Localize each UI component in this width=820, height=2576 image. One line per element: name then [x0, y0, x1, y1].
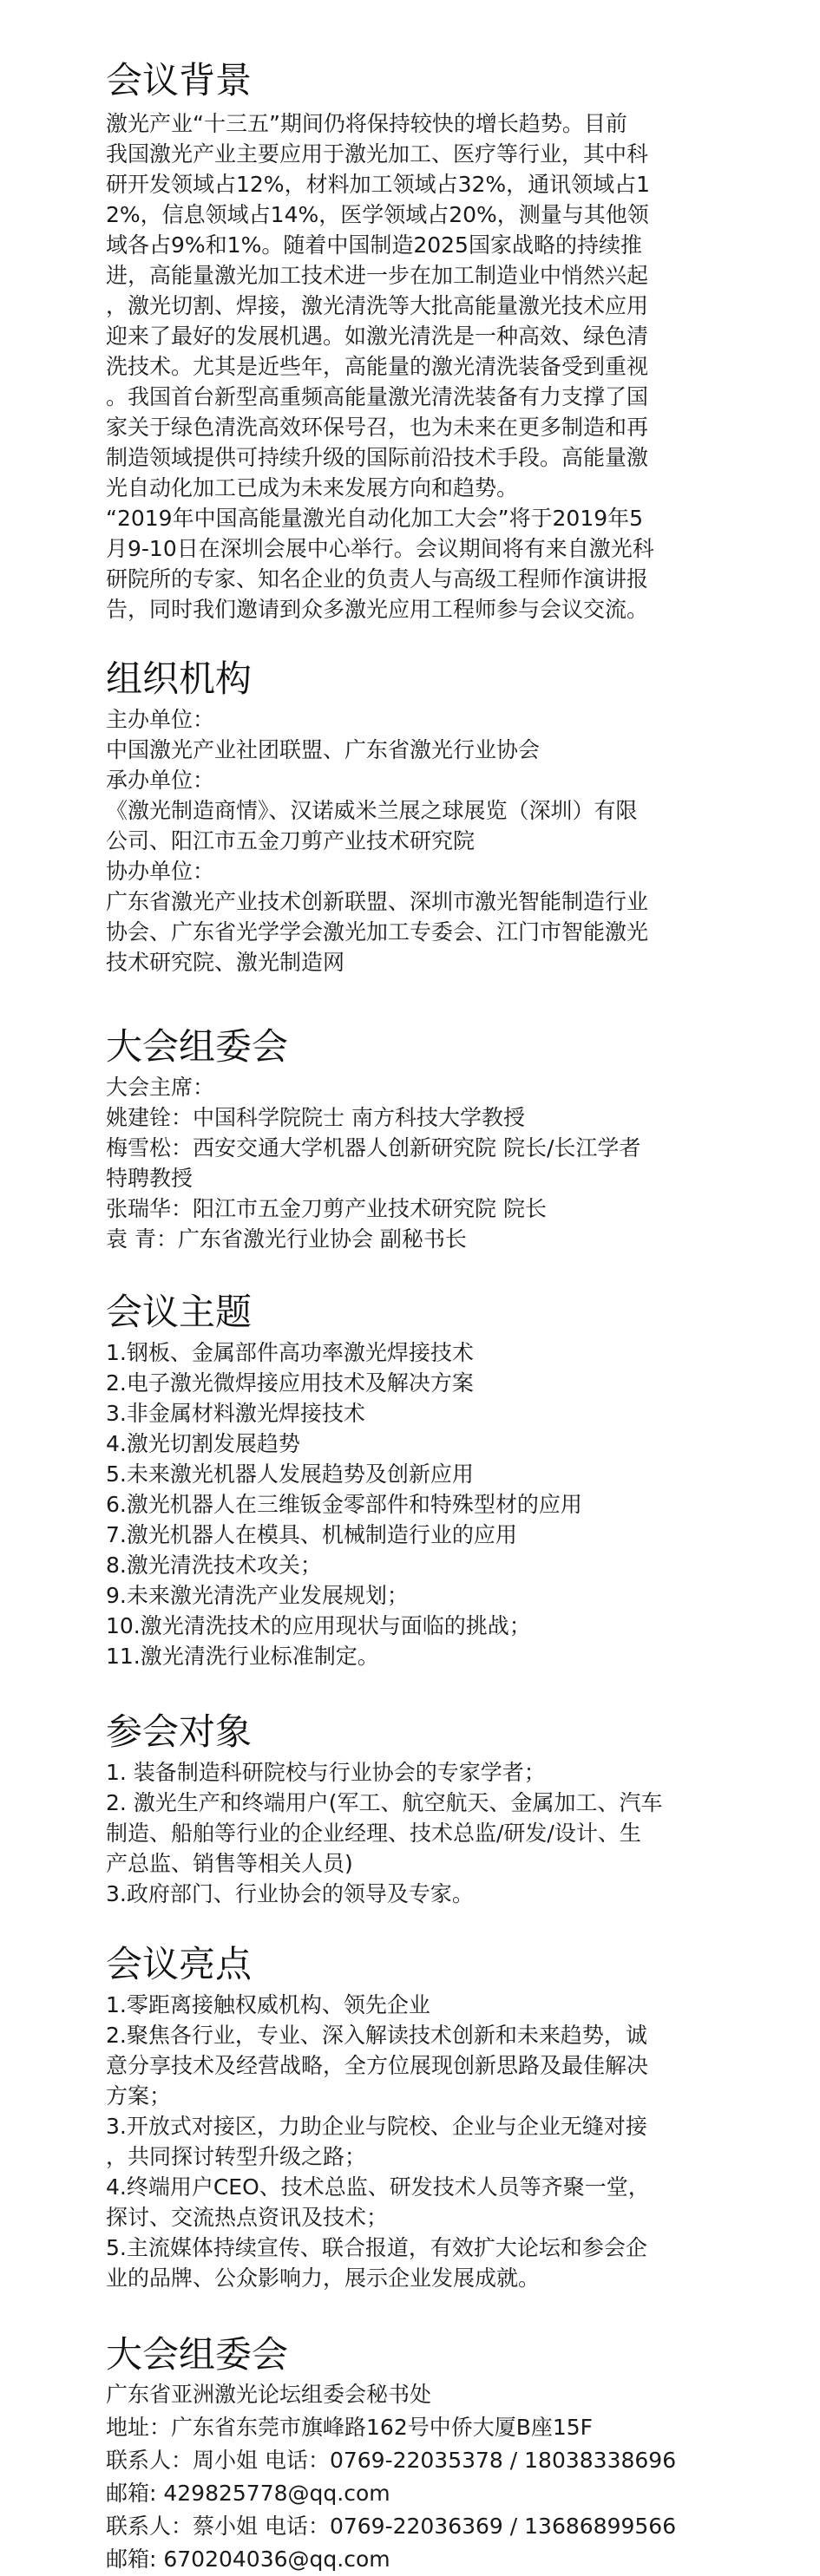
list-item: 8.激光清洗技术攻关； [106, 1553, 322, 1578]
section-background [106, 59, 748, 624]
paragraph-line: 协办单位： [106, 859, 215, 884]
paragraph-line: 我国激光产业主要应用于激光加工、医疗等行业，其中科 [106, 141, 649, 167]
contact-email: 邮箱: 670204036@qq.com [106, 2547, 390, 2572]
section-body [106, 1072, 748, 1254]
section-heading: 会议亮点 [106, 1943, 253, 1985]
paragraph-line: 中国激光产业社团联盟、广东省激光行业协会 [106, 737, 541, 762]
paragraph-line: 洗技术。尤其是近些年，高能量的激光清洗装备受到重视 [106, 354, 649, 379]
list-item: ，共同探讨转型升级之路； [106, 2144, 367, 2169]
paragraph-line: 承办单位： [106, 768, 215, 793]
section-heading: 会议背景 [106, 59, 253, 101]
section-body [106, 1990, 748, 2293]
contact-person: 联系人：周小姐 电话：0769-22035378 / 18038338696 [106, 2448, 677, 2473]
paragraph-line: 特聘教授 [106, 1166, 194, 1191]
list-item: 2.电子激光微焊接应用技术及解决方案 [106, 1370, 474, 1396]
paragraph-line: 张瑞华：阳江市五金刀剪产业技术研究院 院长 [106, 1196, 547, 1221]
list-item: 制造、船舶等行业的企业经理、技术总监/研发/设计、生 [106, 1821, 641, 1846]
list-item: 3.开放式对接区，力助企业与院校、企业与企业无缝对接 [106, 2114, 647, 2139]
paragraph-line: 进，高能量激光加工技术进一步在加工制造业中悄然兴起 [106, 263, 649, 288]
section-body [106, 108, 748, 624]
list-item: 4.终端用户CEO、技术总监、研发技术人员等齐聚一堂， [106, 2174, 650, 2200]
paragraph-line: 制造领域提供可持续升级的国际前沿技术手段。高能量激 [106, 445, 649, 470]
list-item: 2. 激光生产和终端用户(军工、航空航天、金属加工、汽车 [106, 1790, 663, 1815]
list-item: 10.激光清洗技术的应用现状与面临的挑战； [106, 1613, 531, 1638]
paragraph-line: 《激光制造商情》、汉诺威米兰展之球展览（深圳）有限 [106, 798, 638, 823]
section-body [106, 704, 748, 977]
section-topics [106, 1291, 748, 1671]
section-contact [106, 2333, 748, 2576]
paragraph-line: 告，同时我们邀请到众多激光应用工程师参与会议交流。 [106, 597, 649, 622]
contact-person: 联系人：蔡小姐 电话：0769-22036369 / 13686899566 [106, 2514, 677, 2539]
paragraph-line: 广东省激光产业技术创新联盟、深圳市激光智能制造行业 [106, 889, 649, 914]
paragraph-line: 。我国首台新型高重频高能量激光清洗装备有力支撑了国 [106, 384, 649, 409]
paragraph-line: 研院所的专家、知名企业的负责人与高级工程师作演讲报 [106, 566, 649, 592]
paragraph-line: 迎来了最好的发展机遇。如激光清洗是一种高效、绿色清 [106, 324, 649, 349]
section-heading: 大会组委会 [106, 2333, 289, 2376]
paragraph-line: “2019年中国高能量激光自动化加工大会”将于2019年5 [106, 506, 644, 531]
list-item: 方案； [106, 2083, 172, 2109]
paragraph-line: 家关于绿色清洗高效环保号召，也为未来在更多制造和再 [106, 415, 649, 440]
section-body [106, 1757, 748, 1909]
section-heading: 会议主题 [106, 1291, 253, 1333]
list-item: 意分享技术及经营战略，全方位展现创新思路及最佳解决 [106, 2053, 649, 2078]
list-item: 4.激光切割发展趋势 [106, 1431, 300, 1456]
section-body [106, 1337, 748, 1671]
section-highlights [106, 1943, 748, 2293]
list-item: 9.未来激光清洗产业发展规划； [106, 1583, 409, 1608]
section-committee [106, 1025, 748, 1254]
paragraph-line: 袁 青：广东省激光行业协会 副秘书长 [106, 1226, 467, 1252]
list-item: 3.政府部门、行业协会的领导及专家。 [106, 1881, 474, 1906]
section-heading: 参会对象 [106, 1710, 253, 1753]
list-item: 11.激光清洗行业标准制定。 [106, 1644, 379, 1669]
paragraph-line: ，激光切割、焊接，激光清洗等大批高能量激光技术应用 [106, 293, 649, 318]
list-item: 业的品牌、公众影响力，展示企业发展成就。 [106, 2265, 541, 2291]
paragraph-line: 协会、广东省光学学会激光加工专委会、江门市智能激光 [106, 919, 649, 945]
paragraph-line: 技术研究院、激光制造网 [106, 950, 345, 975]
paragraph-line: 域各占9%和1%。随着中国制造2025国家战略的持续推 [106, 232, 642, 258]
contact-org: 广东省亚洲激光论坛组委会秘书处 [106, 2382, 432, 2407]
paragraph-line: 月9-10日在深圳会展中心举行。会议期间将有来自激光科 [106, 536, 654, 561]
list-item: 1.钢板、金属部件高功率激光焊接技术 [106, 1340, 474, 1365]
list-item: 探讨、交流热点资讯及技术； [106, 2205, 389, 2230]
paragraph-line: 姚建铨：中国科学院院士 南方科技大学教授 [106, 1105, 525, 1130]
contact-email: 邮箱: 429825778@qq.com [106, 2481, 390, 2506]
list-item: 产总监、销售等相关人员) [106, 1851, 353, 1876]
list-item: 2.聚焦各行业，专业、深入解读技术创新和未来趋势，诚 [106, 2023, 647, 2048]
paragraph-line: 梅雪松：西安交通大学机器人创新研究院 院长/长江学者 [106, 1135, 641, 1161]
section-heading: 组织机构 [106, 657, 253, 700]
paragraph-line: 激光产业“十三五”期间仍将保持较快的增长趋势。目前 [106, 111, 627, 136]
list-item: 5.未来激光机器人发展趋势及创新应用 [106, 1461, 474, 1487]
contact-address: 地址：广东省东莞市旗峰路162号中侨大厦B座15F [106, 2415, 594, 2440]
list-item: 5.主流媒体持续宣传、联合报道，有效扩大论坛和参会企 [106, 2235, 647, 2260]
list-item: 7.激光机器人在模具、机械制造行业的应用 [106, 1522, 517, 1547]
paragraph-line: 光自动化加工已成为未来发展方向和趋势。 [106, 475, 519, 500]
section-body [106, 2378, 748, 2576]
list-item: 6.激光机器人在三维钣金零部件和特殊型材的应用 [106, 1492, 582, 1517]
section-heading: 大会组委会 [106, 1025, 289, 1068]
list-item: 3.非金属材料激光焊接技术 [106, 1401, 365, 1426]
paragraph-line: 主办单位： [106, 707, 215, 732]
section-audience [106, 1710, 748, 1909]
section-organization [106, 657, 748, 977]
list-item: 1.零距离接触权威机构、领先企业 [106, 1992, 430, 2017]
list-item: 1. 装备制造科研院校与行业协会的专家学者； [106, 1760, 546, 1785]
paragraph-line: 公司、阳江市五金刀剪产业技术研究院 [106, 828, 476, 853]
paragraph-line: 研开发领域占12%，材料加工领域占32%，通讯领域占1 [106, 172, 651, 197]
paragraph-line: 大会主席： [106, 1075, 215, 1100]
paragraph-line: 2%，信息领域占14%，医学领域占20%，测量与其他领 [106, 202, 649, 227]
